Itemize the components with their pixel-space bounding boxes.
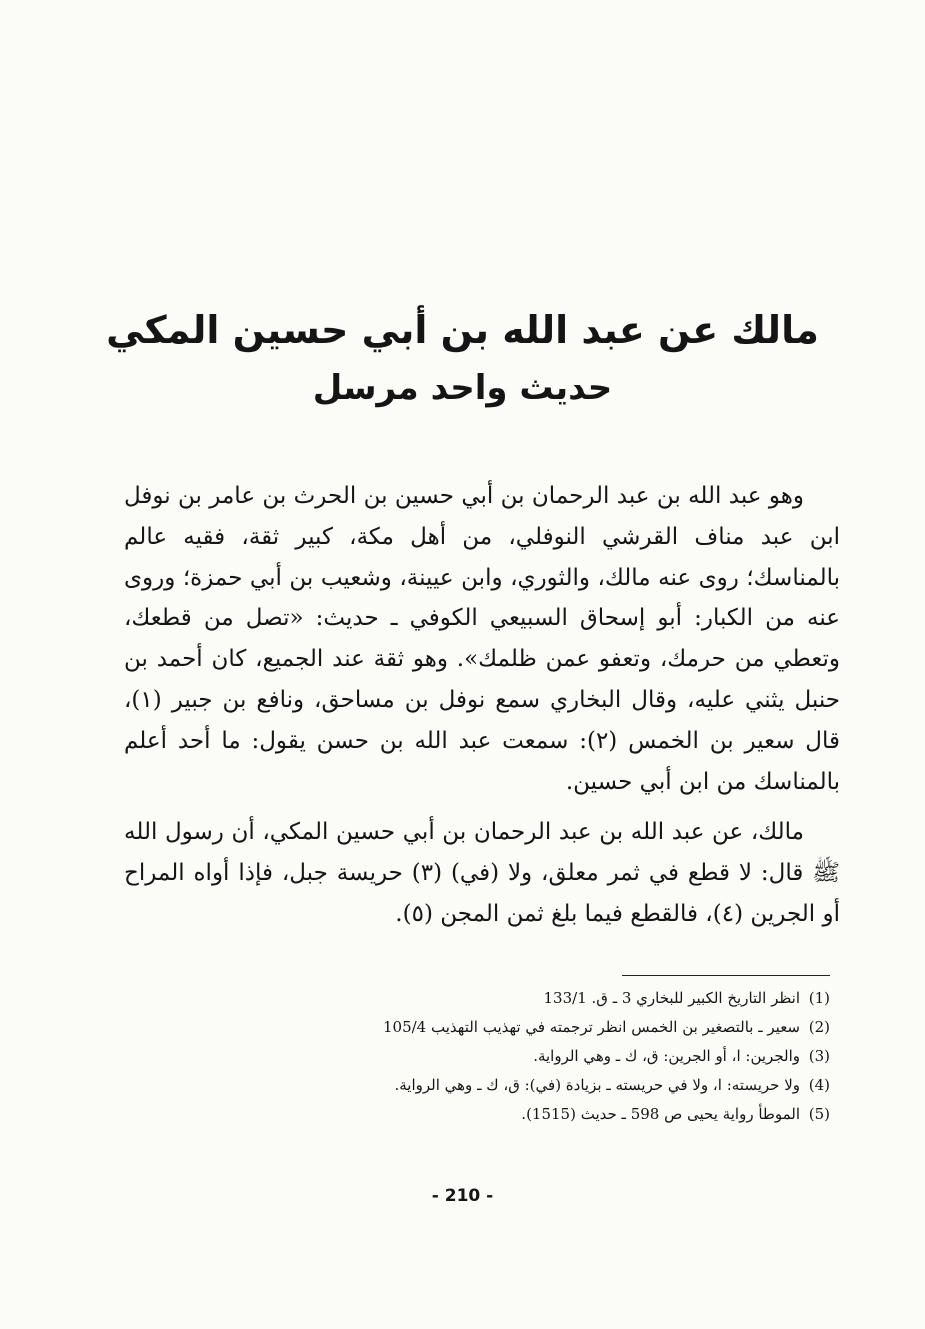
footnote-separator [622,975,830,976]
footnote-text: الموطأ رواية يحيى ص 598 ـ حديث (1515). [521,1105,800,1123]
footnote-text: انظر التاريخ الكبير للبخاري 3 ـ ق. 133/1 [543,989,800,1007]
chapter-heading [0,300,925,416]
footnote-number: (2) [808,1018,830,1036]
footnote-text: والجرين: ا، أو الجرين: ق، ك ـ وهي الرواية. [533,1047,800,1065]
biography-paragraph: وهو عبد الله بن عبد الرحمان بن أبي حسين بن الحرث بن عامر بن نوفل ابن عبد مناف القرشي النوفلي، من أهل مكة، كبير ثقة، فقيه عالم بالمناسك؛ روى عنه مالك، والثوري، وابن عيينة، وشعيب بن أبي حمزة؛ وروى عنه من الكبار: أبو إسحاق السبيعي الكوفي ـ حديث: «تصل من قطعك، وتعطي من حرمك، وتعفو عمن ظلمك». وهو ثقة عند الجميع، كان أحمد بن حنبل يثني عليه، وقال البخاري سمع نوفل بن مساحق، ونافع بن جبير (١)، قال سعير بن الخمس (٢): سمعت عبد الله بن حسن يقول: ما أحد أعلم بالمناسك من ابن أبي حسين. [124,483,840,795]
chapter-subtitle: حديث واحد مرسل [312,368,613,408]
footnote-4 [300,1071,830,1100]
footnotes [300,984,830,1129]
footnote-1 [300,984,830,1013]
page-number: - 210 - [431,1186,494,1206]
footnote-number: (3) [808,1047,830,1065]
footnote-number: (4) [808,1076,830,1094]
footnote-3 [300,1042,830,1071]
footnote-text: ولا حريسته: ا، ولا في حريسته ـ بزيادة (في): ق، ك ـ وهي الرواية. [394,1076,800,1094]
footnote-2 [300,1013,830,1042]
hadith-paragraph: مالك، عن عبد الله بن عبد الرحمان بن أبي حسين المكي، أن رسول الله ﷺ قال: لا قطع في ثمر معلق، ولا (في) (٣) حريسة جبل، فإذا أواه المراح أو الجرين (٤)، فالقطع فيما بلغ ثمن المجن (٥). [124,819,840,927]
main-text [124,476,840,935]
footnote-number: (1) [808,989,830,1007]
footnote-text: سعير ـ بالتصغير بن الخمس انظر ترجمته في تهذيب التهذيب 105/4 [383,1018,800,1036]
footnote-5 [300,1100,830,1129]
chapter-title: مالك عن عبد الله بن أبي حسين المكي [106,308,819,352]
footnote-number: (5) [808,1105,830,1123]
